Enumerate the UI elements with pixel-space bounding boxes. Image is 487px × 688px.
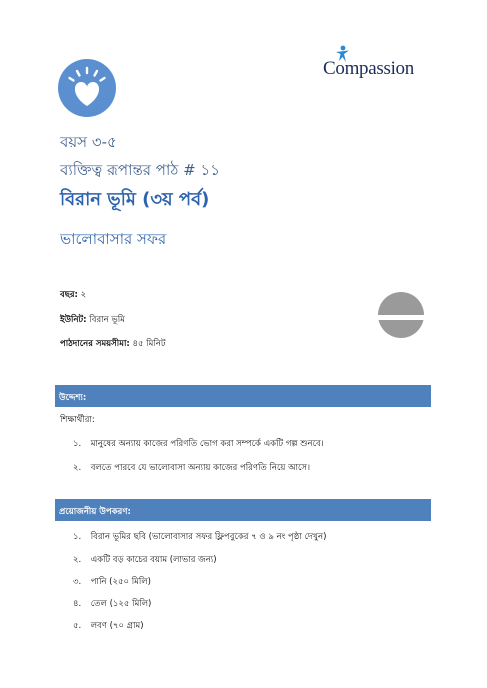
meta-duration-label: পাঠদানের সময়সীমা: — [60, 339, 130, 349]
list-item — [73, 461, 310, 475]
meta-unit-label: ইউনিট: — [60, 315, 87, 325]
list-item-text: বলতে পারবে যে ভালোবাসা অন্যায় কাজের পরিণতি নিয়ে আসে। — [90, 463, 311, 473]
list-item-number: ৫. — [73, 621, 82, 631]
meta-year-value: ২ — [80, 290, 87, 300]
list-item — [73, 575, 151, 589]
list-item — [73, 530, 326, 544]
meta-duration — [60, 337, 166, 351]
list-item — [73, 619, 144, 633]
meta-duration-value: ৪৫ মিনিট — [132, 339, 166, 349]
meta-unit-value: বিরান ভূমি — [89, 315, 125, 325]
objectives-intro: শিক্ষার্থীরা: — [60, 415, 95, 425]
list-item-number: ১. — [73, 532, 82, 542]
age-range: বয়স ৩-৫ — [60, 133, 117, 151]
list-item-text: বিরান ভূমির ছবি (ভালোবাসার সফর ফ্লিপবুকের ৭ ও ৯ নং পৃষ্ঠা দেখুন) — [90, 532, 327, 542]
list-item-text: তেল (১২৫ মিলি) — [90, 599, 152, 609]
list-item-number: ২. — [73, 555, 82, 565]
list-item-number: ৩. — [73, 577, 82, 587]
list-item-text: একটি বড় কাচের বয়াম (লাভার জন্য) — [90, 555, 217, 565]
meta-year — [60, 288, 86, 302]
list-item-text: লবণ (৭০ গ্রাম) — [90, 621, 144, 631]
list-item-number: ৪. — [73, 599, 82, 609]
meta-year-label: বছর: — [60, 290, 78, 300]
compassion-logo — [319, 45, 429, 85]
lesson-series: ব্যক্তিত্ব রূপান্তর পাঠ # ১১ — [60, 161, 220, 179]
objectives-heading: উদ্দেশ্য: — [55, 385, 431, 407]
brand-name: Compassion — [323, 58, 414, 79]
list-item-text: মানুষের অন্যায় কাজের পরিণতি ভোগ করা সম্পর্কে একটি গল্প শুনবে। — [90, 439, 324, 449]
lesson-theme: ভালোবাসার সফর — [60, 230, 167, 248]
materials-heading: প্রয়োজনীয় উপকরণ: — [55, 499, 431, 521]
list-item-number: ১. — [73, 439, 82, 449]
lesson-title: বিরান ভূমি (৩য় পর্ব) — [60, 189, 210, 210]
list-item — [73, 553, 217, 567]
list-item-text: পানি (২৫০ মিলি) — [90, 577, 151, 587]
decorative-disc-icon — [378, 292, 424, 338]
list-item-number: ২. — [73, 463, 82, 473]
list-item — [73, 437, 324, 451]
meta-unit — [60, 313, 125, 327]
list-item — [73, 597, 151, 611]
heart-logo-icon — [57, 58, 117, 118]
